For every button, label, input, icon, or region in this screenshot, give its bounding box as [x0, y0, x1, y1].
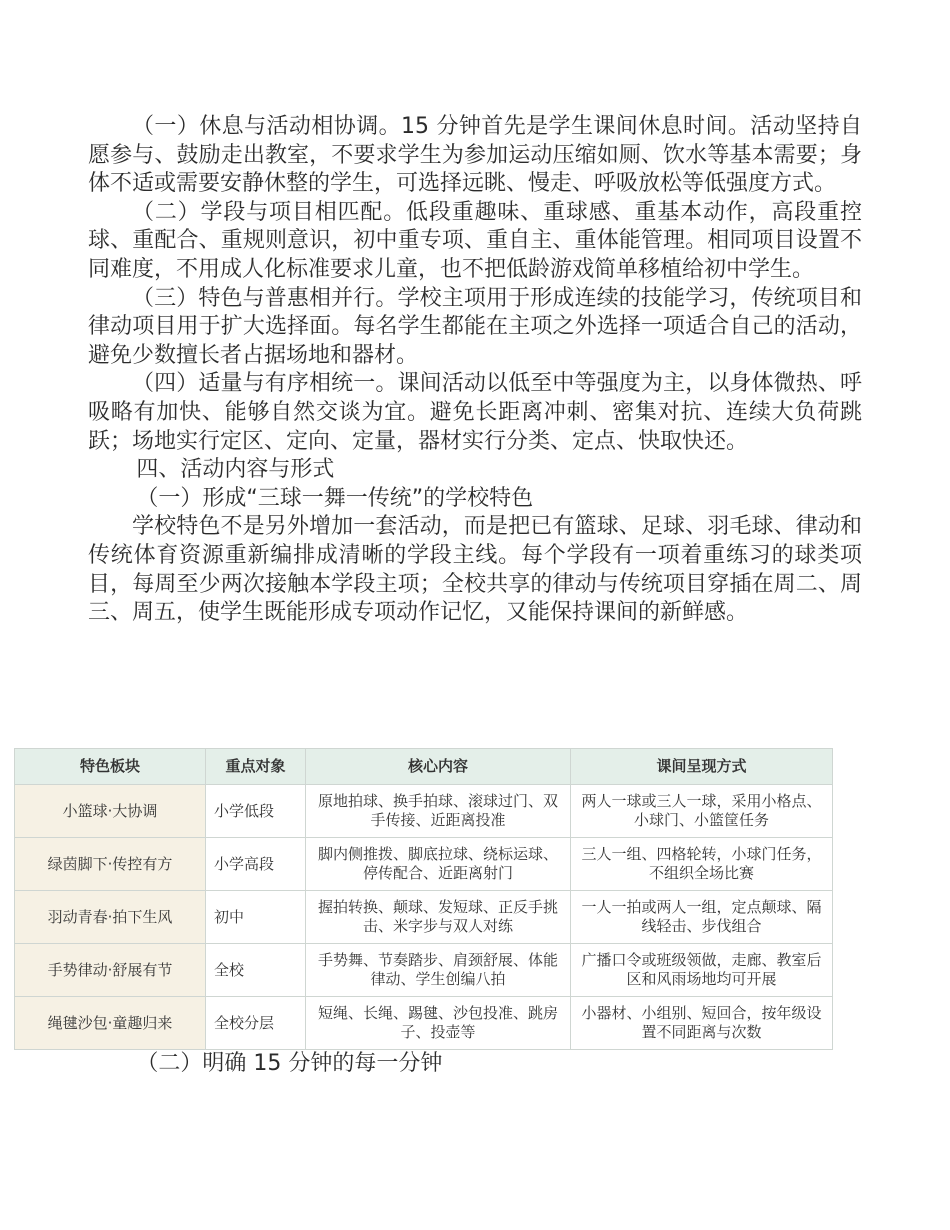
cell-target: 全校 — [206, 944, 306, 997]
cell-mode: 三人一组、四格轮转，小球门任务，不组织全场比赛 — [571, 838, 833, 891]
table-row — [15, 785, 833, 838]
cell-mode: 一人一拍或两人一组，定点颠球、隔线轻击、步伐组合 — [571, 891, 833, 944]
table-row — [15, 944, 833, 997]
feature-table — [14, 748, 833, 1050]
cell-target: 初中 — [206, 891, 306, 944]
cell-target: 小学低段 — [206, 785, 306, 838]
section-heading: 四、活动内容与形式 — [136, 457, 335, 483]
table-row — [15, 997, 833, 1050]
table-row — [15, 838, 833, 891]
cell-block: 小篮球·大协调 — [15, 785, 206, 838]
table-row — [15, 891, 833, 944]
table-header-row — [15, 749, 833, 785]
paragraph-moderate-orderly: （四）适量与有序相统一。课间活动以低至中等强度为主，以身体微热、呼吸略有加快、能够自然交谈为宜。避免长距离冲刺、密集对抗、连续大负荷跳跃；场地实行定区、定向、定量，器材实行分类、定点、快取快还。 — [88, 371, 862, 454]
cell-content: 手势舞、节奏踏步、肩颈舒展、体能律动、学生创编八拍 — [306, 944, 571, 997]
next-heading: （二）明确 15 分钟的每一分钟 — [136, 1051, 443, 1076]
subsection-heading: （一）形成“三球一舞一传统”的学校特色 — [136, 485, 534, 511]
cell-block: 手势律动·舒展有节 — [15, 944, 206, 997]
header-content: 核心内容 — [306, 749, 571, 785]
cell-block: 羽动青春·拍下生风 — [15, 891, 206, 944]
cell-mode: 小器材、小组别、短回合，按年级设置不同距离与次数 — [571, 997, 833, 1050]
intro-paragraph: 学校特色不是另外增加一套活动，而是把已有篮球、足球、羽毛球、律动和传统体育资源重新编排成清晰的学段主线。每个学段有一项着重练习的球类项目，每周至少两次接触本学段主项；全校共享的律动与传统项目穿插在周二、周三、周五，使学生既能形成专项动作记忆，又能保持课间的新鲜感。 — [88, 514, 862, 626]
header-target: 重点对象 — [206, 749, 306, 785]
paragraph-rest-activity: （一）休息与活动相协调。15 分钟首先是学生课间休息时间。活动坚持自愿参与、鼓励走出教室，不要求学生为参加运动压缩如厕、饮水等基本需要；身体不适或需要安静休整的学生，可选择远眺、慢走、呼吸放松等低强度方式。 — [88, 114, 862, 197]
cell-content: 握拍转换、颠球、发短球、正反手挑击、米字步与双人对练 — [306, 891, 571, 944]
cell-content: 脚内侧推拨、脚底拉球、绕标运球、停传配合、近距离射门 — [306, 838, 571, 891]
header-mode: 课间呈现方式 — [571, 749, 833, 785]
cell-block: 绿茵脚下·传控有方 — [15, 838, 206, 891]
paragraph-grade-matching: （二）学段与项目相匹配。低段重趣味、重球感、重基本动作，高段重控球、重配合、重规则意识，初中重专项、重自主、重体能管理。相同项目设置不同难度，不用成人化标准要求儿童，也不把低龄游戏简单移植给初中学生。 — [88, 199, 862, 282]
cell-block: 绳毽沙包·童趣归来 — [15, 997, 206, 1050]
cell-content: 原地拍球、换手拍球、滚球过门、双手传接、近距离投准 — [306, 785, 571, 838]
cell-target: 全校分层 — [206, 997, 306, 1050]
cell-content: 短绳、长绳、踢毽、沙包投准、跳房子、投壶等 — [306, 997, 571, 1050]
cell-mode: 广播口令或班级领做，走廊、教室后区和风雨场地均可开展 — [571, 944, 833, 997]
cell-mode: 两人一球或三人一球，采用小格点、小球门、小篮筐任务 — [571, 785, 833, 838]
next-section — [88, 1050, 442, 1079]
cell-target: 小学高段 — [206, 838, 306, 891]
body-text — [88, 113, 862, 628]
paragraph-feature-inclusive: （三）特色与普惠相并行。学校主项用于形成连续的技能学习，传统项目和律动项目用于扩大选择面。每名学生都能在主项之外选择一项适合自己的活动，避免少数擅长者占据场地和器材。 — [88, 285, 862, 368]
header-block: 特色板块 — [15, 749, 206, 785]
